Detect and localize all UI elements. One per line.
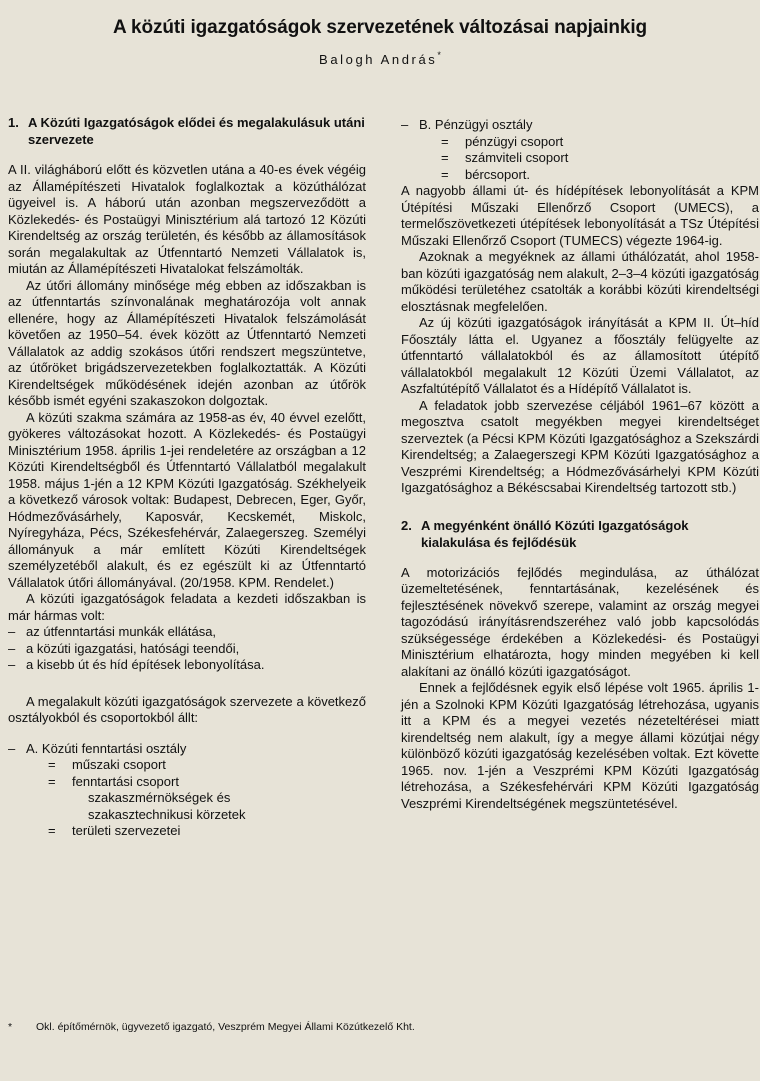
- paragraph: A feladatok jobb szervezése céljából 1961–67 között a megosztva csatolt megyékben megyei kirendeltséget szerveztek (a Pécsi KPM Közúti Igazgatósághoz a Szekszárdi Kirendeltség; a Zalaegerszegi KPM Közúti Igazgatósághoz a Veszprémi Kirendeltség; a Hódmezővásárhelyi KPM Közúti Igazgatósághoz a Békéscsabai Kirendeltség tartozott stb.): [401, 397, 759, 495]
- department-heading: – A. Közúti fenntartási osztály: [8, 740, 187, 756]
- list-item: = számviteli csoport: [441, 150, 569, 165]
- paragraph: Az útőri állomány minősége még ebben az időszakban is az útfenntartás színvonalának meghatározója volt annak ellenére, hogy az Államépítészeti Hivatalok felszámolását követően az 1950–54. évek között az Útfenntartó Nemzeti Vállalatok az addig szokásos útőri rendszert megszüntetve, az útőröket brigádszervezetekben foglalkoztatták. A Közúti Kirendeltségek működésének idején azonban az útőrök később ismét egyéni szakaszokon dolgoztak.: [8, 277, 366, 408]
- list-item: – a közúti igazgatási, hatósági teendői,: [8, 640, 240, 656]
- article-title: A közúti igazgatóságok szervezetének változásai napjainkig: [112, 17, 648, 38]
- section-heading-2: [401, 517, 759, 551]
- paragraph: A nagyobb állami út- és hídépítések lebonyolítását a KPM Útépítési Műszaki Ellenőrző Csoport (UMECS), a termelőszövetkezeti útépítések lebonyolítását a TSz Útépítési Műszaki Ellenőrző Csoport (TUMECS) végezte 1964-ig.: [401, 183, 759, 248]
- paragraph: Azoknak a megyéknek az állami úthálózatát, ahol 1958-ban közúti igazgatóság nem alakult, 2–3–4 közúti igazgatóság működési területéhez csatolták a korábbi közúti kirendeltségi elosztásnak megfelelően.: [401, 249, 759, 314]
- list-item: = területi szervezetei: [48, 823, 181, 838]
- footnote-mark: *: [8, 1021, 13, 1033]
- paragraph: Ennek a fejlődésnek egyik első lépése volt 1965. április 1-jén a Szolnoki KPM Közúti Igazgatóság létrehozása, ugyanis itt a KPM és a megyei vezetés nézeteltérései miatt kirendeltség nem alakult, így a megye állami közútjai négy különböző közúti igazgatóság kezelésében voltak. Ezt követte 1965. nov. 1-jén a Veszprémi KPM Közúti Igazgatóság létrehozása, a Székesfehérvári KPM Közúti Igazgatóság Veszprémi Kirendeltségének megszüntetésével.: [401, 680, 759, 811]
- section-title: A Közúti Igazgatóságok elődei és megalakulásuk utáni szervezete: [28, 115, 365, 147]
- list-item: = bércsoport.: [441, 166, 531, 182]
- author-line: [0, 50, 760, 67]
- list-item: = műszaki csoport: [48, 757, 166, 772]
- section-number: 1.: [8, 115, 19, 130]
- paragraph: A II. világháború előtt és közvetlen utána a 40-es évek végéig az Államépítészeti Hivatalok foglalkoztak a közúthálózat ügyeivel is. A háború után azonban megszerveződött a Közlekedés- és Postaügyi Minisztérium alá tartozó 12 Közúti Kirendeltség az ország területén, és később az államosítások során megalakultak az Útfenntartó Nemzeti Vállalatok is, miután az Államépítészeti Hivatalokat felszámolták.: [8, 162, 366, 276]
- author-name: Balogh András: [319, 52, 438, 67]
- list-item: – az útfenntartási munkák ellátása,: [8, 624, 217, 639]
- list-item: = pénzügyi csoport: [441, 133, 564, 149]
- section-heading-1: [8, 114, 366, 148]
- section-number: 2.: [401, 517, 412, 533]
- right-column: [401, 117, 759, 812]
- footnote-text: Okl. építőmérnök, ügyvezető igazgató, Veszprém Megyei Állami Közútkezelő Kht.: [36, 1021, 415, 1033]
- list-subitem: szakaszmérnökségek és: [88, 790, 231, 805]
- paragraph: A megalakult közúti igazgatóságok szervezete a következő osztályokból és csoportokból állt:: [8, 693, 366, 725]
- paragraph: A közúti igazgatóságok feladata a kezdeti időszakban is már hármas volt:: [8, 591, 366, 623]
- paragraph: A motorizációs fejlődés megindulása, az úthálózat üzemeltetésének, fenntartásának, kezelésének és fejlesztésének növekvő szerepe, valamint az ország megyei tagozódású irányításrendszeréhez való jobb kapcsolódás szükségessége érdekében a Közlekedési- és Postaügyi Minisztérium elhatározta, hogy minden megyében ki kell alakítani az önálló közúti igazgatóságot.: [401, 564, 759, 679]
- list-subitem: szakasztechnikusi körzetek: [88, 806, 246, 822]
- list-item: = fenntartási csoport: [48, 773, 179, 789]
- author-footnote-mark: *: [437, 50, 441, 60]
- list-item: – a kisebb út és híd építések lebonyolítása.: [8, 657, 265, 672]
- footnote: [8, 1020, 748, 1034]
- paragraph: Az új közúti igazgatóságok irányítását a KPM II. Út–híd Főosztály látta el. Ugyanez a főosztály felügyelte az útfenntartó vállalatokból és az államosított útépítő vállalatokból megalakult 12 Közúti Üzemi Vállalatot, az Aszfaltútépítő Vállalatot és a Hídépítő Vállalatot is.: [401, 315, 759, 396]
- section-title: A megyénként önálló Közúti Igazgatóságok kialakulása és fejlődésük: [421, 517, 689, 550]
- left-column: [8, 114, 366, 840]
- department-heading: – B. Pénzügyi osztály: [401, 117, 533, 132]
- paragraph: A közúti szakma számára az 1958-as év, 40 évvel ezelőtt, gyökeres változásokat hozott. A Közlekedés- és Postaügyi Minisztérium 1958. április 1-jei rendeletére az országban a 12 Közúti Kirendeltségből és Útfenntartó Vállalatból megalakult 1958. május 1-jén a 12 KPM Közúti Igazgatóság. Székhelyeik a következő városok voltak: Budapest, Debrecen, Eger, Győr, Hódmezővásárhely, Kaposvár, Kecskemét, Miskolc, Nyíregyháza, Pécs, Székesfehérvár, Zalaegerszeg. Személyi állományuk a már említett Közúti Kirendeltségek személyzetéből alakult, és ez egészült ki az Útfenntartó Vállalatok útőri állományával. (20/1958. KPM. Rendelet.): [8, 409, 366, 590]
